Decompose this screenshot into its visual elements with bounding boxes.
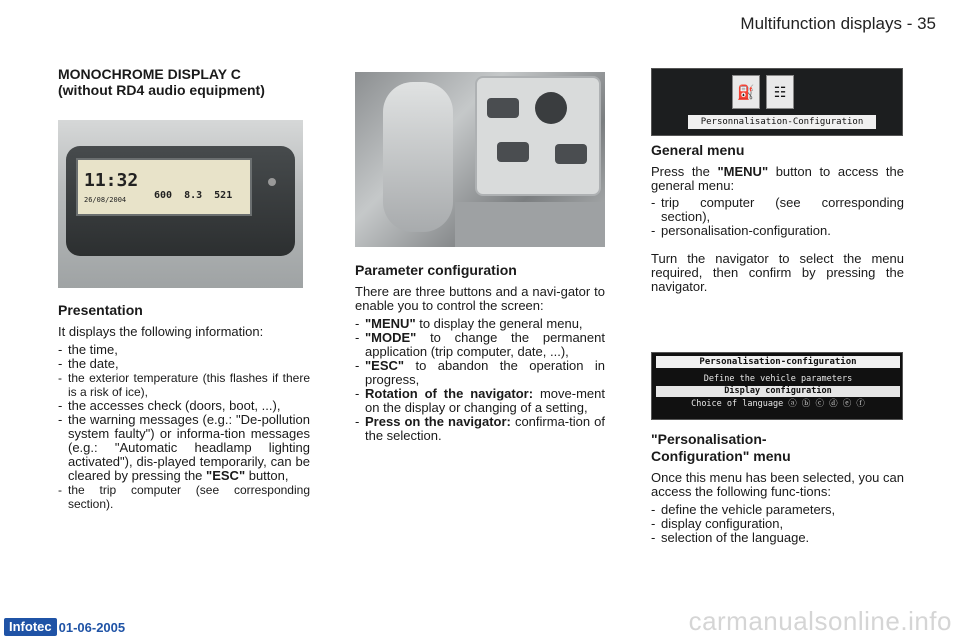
perso-title-line-1: "Personalisation- bbox=[651, 431, 767, 447]
key-label: Press on the navigator: bbox=[365, 414, 511, 429]
heading-line-1: MONOCHROME DISPLAY C bbox=[58, 66, 241, 82]
fuel-pump-icon: ⛽ bbox=[732, 75, 760, 109]
column-left bbox=[58, 66, 310, 98]
general-menu-screen bbox=[651, 68, 903, 136]
control-button bbox=[487, 98, 519, 118]
list-item: - the trip computer (see corresponding section). bbox=[58, 483, 310, 511]
list-item bbox=[355, 359, 605, 387]
general-menu-note: Turn the navigator to select the menu required, then confirm by pressing the navigator. bbox=[651, 251, 904, 294]
page-header-title: Multifunction displays - 35 bbox=[740, 14, 936, 33]
settings-sliders-icon: ☷ bbox=[766, 75, 794, 109]
footer-date: 01-06-2005 bbox=[58, 619, 126, 635]
key-label: "MENU" bbox=[365, 316, 416, 331]
column-middle bbox=[355, 262, 605, 443]
perso-screen-row: Define the vehicle parameters bbox=[703, 374, 853, 384]
list-item bbox=[355, 387, 605, 415]
center-console-photo bbox=[355, 72, 605, 247]
footer bbox=[4, 618, 125, 636]
general-menu-list bbox=[651, 196, 904, 238]
dashboard-display-photo bbox=[58, 120, 303, 288]
key-desc: to abandon the operation in progress, bbox=[365, 358, 605, 387]
list-item bbox=[355, 317, 605, 331]
watermark: carmanualsonline.info bbox=[688, 606, 952, 636]
personalisation-block bbox=[651, 431, 904, 545]
control-button bbox=[497, 142, 529, 162]
esc-key-label: "ESC" bbox=[206, 468, 246, 483]
list-item: - personalisation-configuration. bbox=[651, 224, 904, 238]
list-item-text: the warning messages (e.g.: "De-pollution system faulty") or informa-tion messages (e.g.: "Automatic headlamp lighting activated"), dis-played temporarily, can be cleared by pressing the bbox=[68, 412, 310, 483]
list-item: - selection of the language. bbox=[651, 531, 904, 545]
general-menu-title: General menu bbox=[651, 142, 745, 158]
presentation-block bbox=[58, 302, 310, 511]
general-menu-intro bbox=[651, 165, 904, 193]
display-date: 26/08/2004 bbox=[84, 196, 127, 204]
presentation-title: Presentation bbox=[58, 302, 143, 318]
perso-menu-intro: Once this menu has been selected, you can access the following func-tions: bbox=[651, 470, 904, 499]
display-screen bbox=[76, 158, 252, 216]
heading-line-2: (without RD4 audio equipment) bbox=[58, 82, 265, 98]
list-item: - the date, bbox=[58, 357, 310, 371]
section-heading bbox=[58, 66, 310, 98]
menu-key-label: "MENU" bbox=[717, 164, 769, 179]
list-item: - display configuration, bbox=[651, 517, 904, 531]
control-pad bbox=[475, 76, 601, 196]
key-desc: to display the general menu, bbox=[415, 316, 583, 331]
presentation-list bbox=[58, 343, 310, 511]
key-label: "MODE" bbox=[365, 330, 417, 345]
perso-title-line-2: Configuration" menu bbox=[651, 448, 791, 464]
display-button bbox=[268, 178, 276, 186]
key-label: "ESC" bbox=[365, 358, 405, 373]
perso-screen-row: Choice of language ⓐ ⓑ ⓒ ⓓ ⓔ ⓕ bbox=[691, 399, 865, 409]
parameter-config-list bbox=[355, 317, 605, 443]
perso-screen-row-selected: Display configuration bbox=[656, 386, 900, 397]
presentation-intro: It displays the following information: bbox=[58, 324, 264, 339]
general-menu-bar: Personnalisation-Configuration bbox=[688, 115, 876, 129]
key-desc: move-ment on the display or changing of a setting, bbox=[365, 386, 605, 415]
list-item: - the accesses check (doors, boot, ...), bbox=[58, 399, 310, 413]
column-right bbox=[651, 142, 904, 294]
list-item bbox=[58, 413, 310, 483]
personalisation-menu-screen bbox=[651, 352, 903, 420]
perso-screen-title: Personalisation-configuration bbox=[656, 356, 900, 368]
control-button bbox=[555, 144, 587, 164]
esc-suffix: button, bbox=[245, 468, 289, 483]
list-item: - define the vehicle parameters, bbox=[651, 503, 904, 517]
display-clock: 11:32 bbox=[84, 170, 139, 191]
display-readings: 600 8.3 521 bbox=[154, 190, 233, 201]
perso-menu-title bbox=[651, 431, 904, 465]
intro-pre: Press the bbox=[651, 164, 718, 179]
key-desc: confirma-tion of the selection. bbox=[365, 414, 606, 443]
intro-post: button to access the general menu: bbox=[651, 164, 905, 193]
key-label: Rotation of the navigator: bbox=[365, 386, 534, 401]
navigator-knob bbox=[535, 92, 567, 124]
list-item: - the time, bbox=[58, 343, 310, 357]
list-item: - the exterior temperature (this flashes if there is a risk of ice), bbox=[58, 371, 310, 399]
list-item bbox=[355, 415, 605, 443]
infotec-logo: Infotec bbox=[4, 618, 57, 636]
parameter-config-title: Parameter configuration bbox=[355, 262, 517, 278]
key-desc: to change the permanent application (trip computer, date, ...), bbox=[365, 330, 605, 359]
list-item: - trip computer (see corresponding section), bbox=[651, 196, 904, 224]
menu-icons bbox=[732, 75, 794, 111]
list-item bbox=[355, 331, 605, 359]
gear-lever bbox=[383, 82, 453, 232]
perso-menu-list bbox=[651, 503, 904, 545]
console-lower bbox=[455, 202, 605, 247]
parameter-config-intro: There are three buttons and a navi-gator to enable you to control the screen: bbox=[355, 284, 605, 313]
